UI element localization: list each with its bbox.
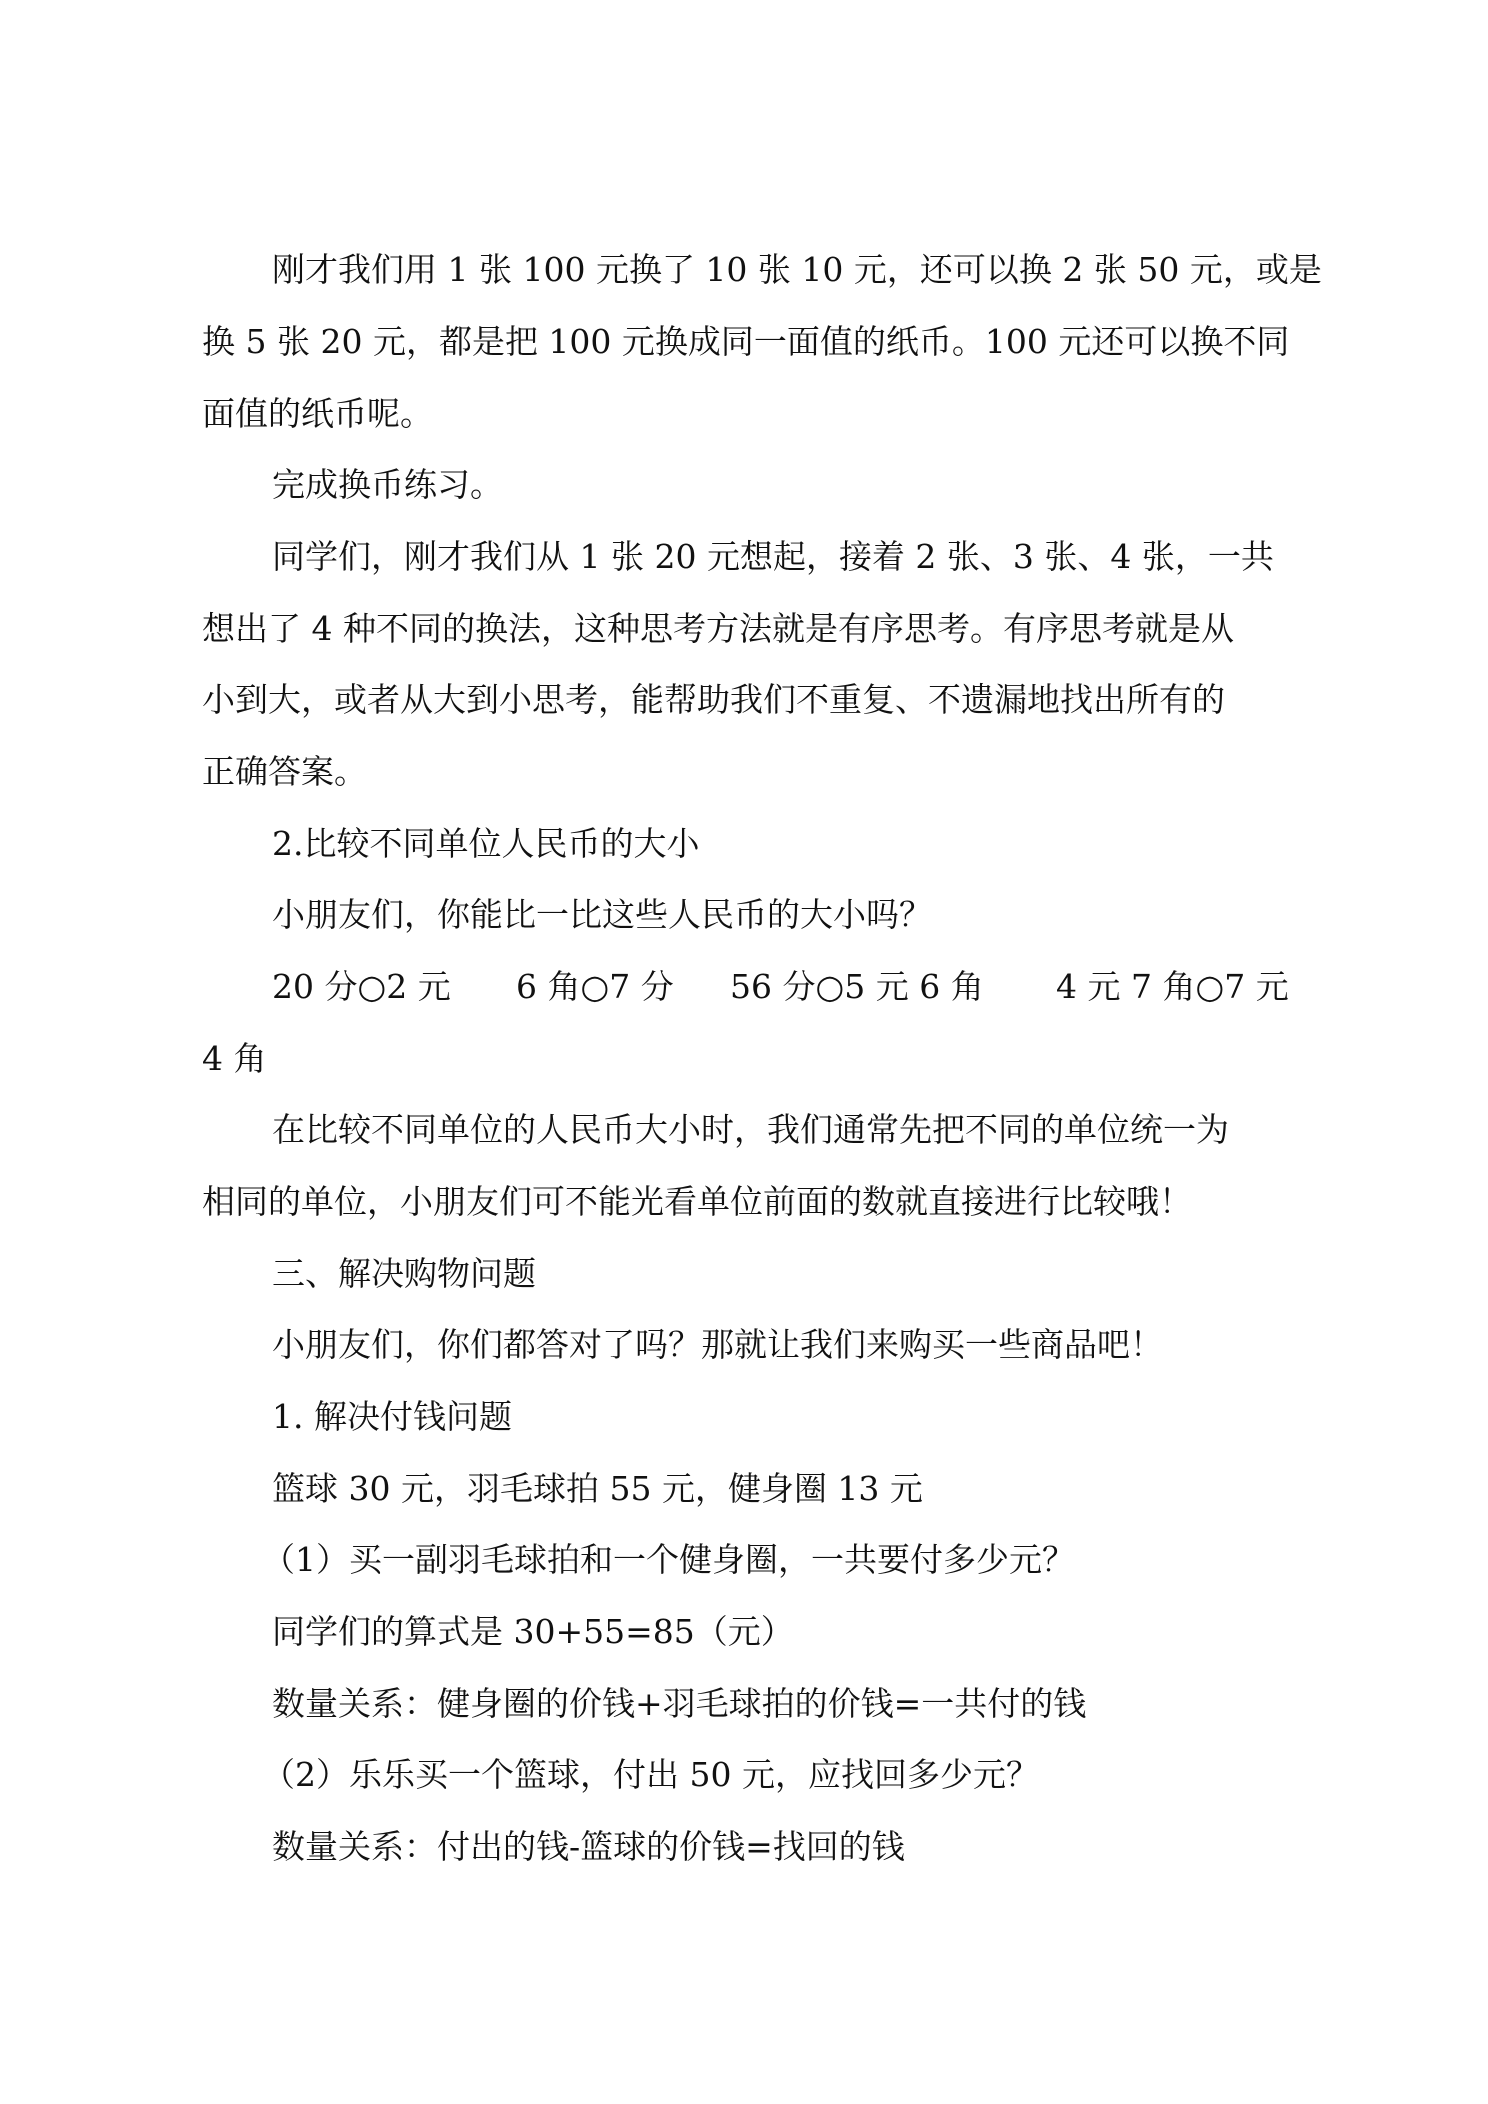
paragraph-1-line-3: 面值的纸币呢。: [202, 394, 433, 433]
paragraph-4-line-1: 在比较不同单位的人民币大小时，我们通常先把不同的单位统一为: [272, 1110, 1229, 1149]
paragraph-4-line-2: 相同的单位，小朋友们可不能光看单位前面的数就直接进行比较哦！: [202, 1182, 1192, 1221]
comparison-wrap: 4 角: [202, 1039, 267, 1078]
paragraph-1-line-2: 换 5 张 20 元，都是把 100 元换成同一面值的纸币。100 元还可以换不同: [202, 322, 1290, 361]
shopping-intro: 小朋友们，你们都答对了吗？那就让我们来购买一些商品吧！: [272, 1325, 1163, 1364]
paragraph-3-line-1: 同学们，刚才我们从 1 张 20 元想起，接着 2 张、3 张、4 张，一共: [272, 537, 1274, 576]
comparison-item: 6 角○7 分: [516, 967, 674, 1006]
question-compare: 小朋友们，你能比一比这些人民币的大小吗？: [272, 895, 932, 934]
comparison-item: 56 分○5 元 6 角: [730, 967, 984, 1006]
paragraph-3-line-4: 正确答案。: [202, 752, 367, 791]
price-list: 篮球 30 元，羽毛球拍 55 元，健身圈 13 元: [272, 1469, 923, 1508]
question-1: （1）买一副羽毛球拍和一个健身圈，一共要付多少元？: [262, 1540, 1075, 1579]
question-2: （2）乐乐买一个篮球，付出 50 元，应找回多少元？: [262, 1755, 1039, 1794]
section-3-heading: 三、解决购物问题: [272, 1254, 536, 1293]
comparison-item: 20 分○2 元: [272, 967, 451, 1006]
quantity-relation-2: 数量关系：付出的钱-篮球的价钱=找回的钱: [272, 1827, 905, 1866]
comparison-item: 4 元 7 角○7 元: [1056, 967, 1289, 1006]
student-formula: 同学们的算式是 30+55=85（元）: [272, 1612, 794, 1651]
quantity-relation-1: 数量关系：健身圈的价钱+羽毛球拍的价钱=一共付的钱: [272, 1684, 1087, 1723]
paragraph-1-line-1: 刚才我们用 1 张 100 元换了 10 张 10 元，还可以换 2 张 50 元，或是: [272, 250, 1322, 289]
paragraph-2: 完成换币练习。: [272, 465, 503, 504]
paragraph-3-line-3: 小到大，或者从大到小思考，能帮助我们不重复、不遗漏地找出所有的: [202, 680, 1225, 719]
heading-compare-units: 2.比较不同单位人民币的大小: [272, 824, 700, 863]
paragraph-3-line-2: 想出了 4 种不同的换法，这种思考方法就是有序思考。有序思考就是从: [202, 609, 1234, 648]
subsection-1-heading: 1. 解决付钱问题: [272, 1397, 512, 1436]
